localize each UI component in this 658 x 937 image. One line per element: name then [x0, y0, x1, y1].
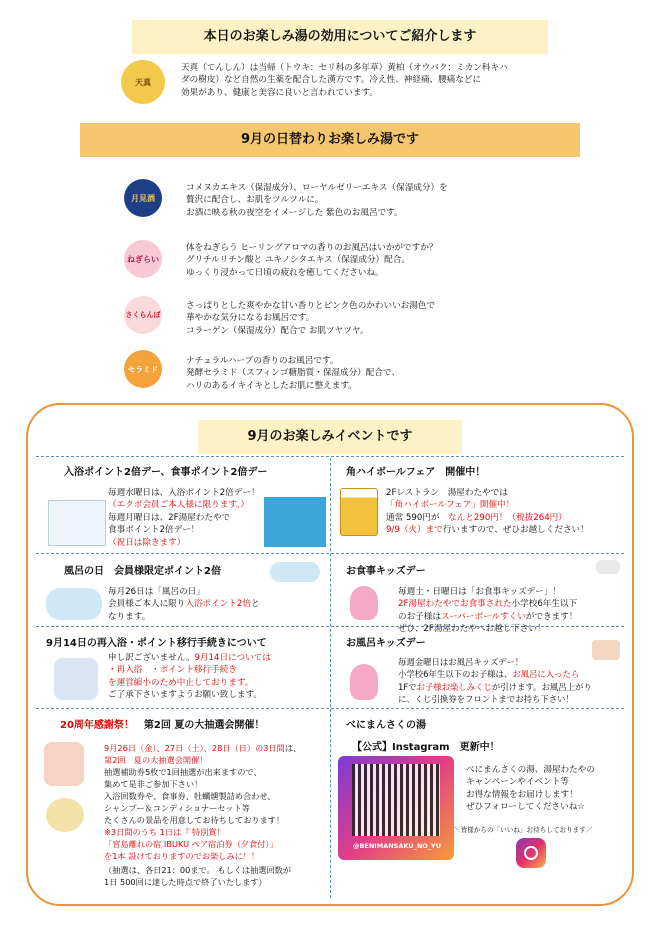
- rabbit-icon: [350, 664, 378, 700]
- bathers-illustration: [46, 588, 102, 620]
- monthly-item-text: 体をねぎらう ヒーリングアロマの香りのお風呂はいかがですか？ グリチルリチン酸と ユキノシタエキス（保湿成分）配合。 ゆっくり浸かって日頃の疲れを癒してくださいね。: [186, 243, 438, 278]
- ceramide-icon: セラミド: [124, 350, 162, 388]
- cherry-icon: さくらんぼ: [124, 296, 162, 334]
- monthly-item-text: ナチュラルハーブの香りのお風呂です。 発酵セラミド（スフィンゴ糖脂質・保湿成分）配合で、 ハリのあるイキイキとしたお肌に整えます。: [186, 356, 400, 391]
- instagram-text: べにまんさくの湯、湯屋わたやの キャンペーンやイベント等 お得な情報をお届けします！ ぜひフォローしてくださいね☆: [466, 765, 595, 813]
- kids-meal-title: お食事キッズデー: [346, 566, 426, 577]
- furo-day-title: 風呂の日 会員様限定ポイント2倍: [64, 566, 221, 577]
- rabbit-icon: [350, 586, 378, 620]
- negirai-icon: ねぎらい: [124, 240, 162, 278]
- highball-title: 角ハイボールフェア 開催中！: [346, 467, 486, 478]
- instagram-title: べにまんさくの湯: [346, 720, 426, 731]
- staff-illustration: [54, 658, 98, 700]
- point-day-title: 入浴ポイント2倍デー、食事ポイント2倍デー: [64, 467, 268, 478]
- kids-flag-icon: [596, 560, 620, 574]
- monthly-bath-title: 9月の日替わりお楽しみ湯です: [80, 123, 580, 157]
- lottery-title: 20周年感謝祭！ 第2回 夏の大抽選会開催！: [60, 720, 265, 731]
- divider: [36, 708, 624, 709]
- instagram-qr-code[interactable]: [352, 764, 440, 836]
- transfer-title: 9月14日の再入浴・ポイント移行手続きについて: [46, 638, 267, 649]
- tsukimizake-icon: 月見酒: [124, 179, 162, 217]
- divider: [36, 456, 624, 457]
- instagram-handle: @BENIMANSAKU_NO_YU: [352, 842, 442, 850]
- monthly-item-text: さっぱりとした爽やかな甘い香りとピンク色のかわいいお湯色で 華やかな気分になるお風呂です。 コラーゲン（保湿成分）配合で お肌ツヤツヤ。: [186, 301, 436, 336]
- monthly-item-text: コメヌカエキス（保湿成分）、ローヤルゼリーエキス（保湿成分）を 贅沢に配合し、お肌をツルツルに。 お酒に映る秋の夜空をイメージした 紫色のお風呂です。: [186, 183, 448, 218]
- instagram-sub: 【公式】Instagram 更新中！: [352, 742, 500, 753]
- highball-glass-icon: [340, 488, 378, 536]
- today-bath-description: 天真（てんしん）は当帰（トウキ：セリ科の多年草）黄柏（オウバク：ミカン科キハ ダの樹皮）など自然の生薬を配合した漢方です。冷え性、神経痛、腰痛などに 効果があり、健康と美容に良いと言われています。: [181, 63, 508, 98]
- point-card-image: [48, 500, 106, 546]
- lottery-text: 9月26日（金）、27日（土）、28日（日）の3日間は、 第2回 夏の大抽選会開催！ 抽選補助券5枚で1回抽選が出来ますので、 集めて是非ご参加下さい！ 入浴回数券や、食事券、牡蠣燻製詰め合わせ、 シャンプー＆コンディショナーセット等 たくさんの景品を用意してお待ちしております！ ※3日間のうち 1日は『 特別賞！ 「宮島離れの宿 IBUKU ペア宿泊券（夕食付）」 を1本 設けておりますのでお楽しみに！！: [104, 743, 302, 861]
- point-day-text: 毎週水曜日は、入浴ポイント2倍デー！ （エクボ会員ご本人様に限ります。） 毎週月曜日は、2F湯屋わたやで 食事ポイント2倍デー！ （祝日は除きます）: [108, 488, 260, 548]
- lottery-note: （抽選は、各日21：00まで。 もしくは抽選回数が 1日 500回に達した時点で終了いたします）: [104, 865, 292, 888]
- kids-bath-text: 毎週金曜日はお風呂キッズデー！ 小学校6年生以下のお子様は、お風呂に入ったら 1Fでお子様お楽しみくじが引けます。お風呂上がり に、くじ引換券をフロントまでお持ち下さい！: [398, 657, 592, 705]
- transfer-text: 申し訳ございません。9月14日については ・再入浴 ・ポイント移行手続き を運営縮小のため中止しております。 ご了承下さいますようお願い致します。: [108, 653, 271, 701]
- events-title: 9月のお楽しみイベントです: [198, 420, 462, 454]
- lottery-person-illustration: [44, 742, 84, 786]
- divider: [330, 458, 331, 898]
- bath-illustration: [270, 562, 320, 582]
- page-title: 本日のお楽しみ湯の効用についてご紹介します: [132, 20, 548, 54]
- lottery-machine-illustration: [46, 798, 84, 832]
- instagram-note: ＼皆様からの「いいね」お待ちしております／: [454, 826, 593, 834]
- instagram-icon-lens: [524, 846, 538, 860]
- tenshin-icon: 天真: [121, 60, 165, 104]
- kids-bath-title: お風呂キッズデー: [346, 638, 426, 649]
- divider: [36, 553, 624, 554]
- highball-text: 2Fレストラン 湯屋わたやでは 「角ハイボールフェア」開催中！ 通常 590円が なんと290円！（税抜264円） 9/9（火）まで行いますので、ぜひお越しください！: [386, 488, 589, 536]
- kids-meal-text: 毎週土・日曜日は「お食事キッズデー」！ 2F湯屋わたやでお食事された小学校6年生以下 のお子様はスーパーボールすくいができます！ ぜひ、2F湯屋わたやへお越し下さい！: [398, 587, 578, 635]
- furo-day-text: 毎月26日は「風呂の日」 会員様ご本人に限り入浴ポイント2倍と なります。: [108, 587, 260, 622]
